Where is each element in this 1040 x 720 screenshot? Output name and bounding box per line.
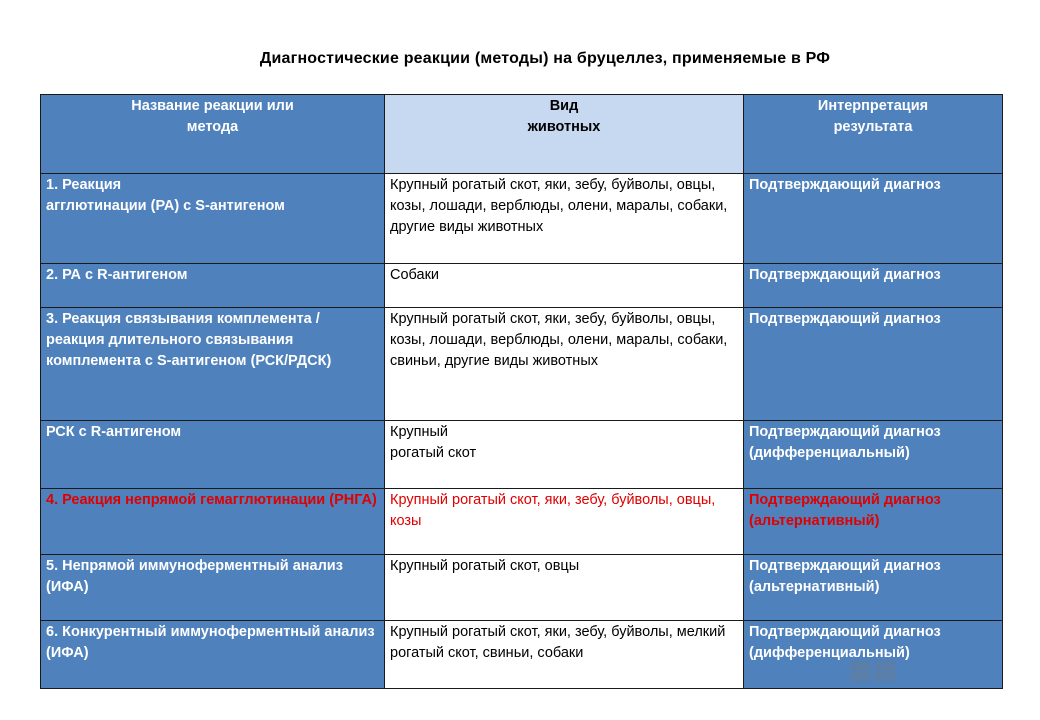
result-cell: Подтверждающий диагноз (альтернативный) [744,555,1003,621]
method-cell: 3. Реакция связывания комплемента / реакция длительного связывания комплемента с S-антигеном (РСК/РДСК) [41,308,385,421]
result-cell: Подтверждающий диагноз (альтернативный) [744,489,1003,555]
animals-cell: Крупный рогатый скот, яки, зебу, буйволы, овцы, козы, лошади, верблюды, олени, маралы, собаки, другие виды животных [385,174,744,264]
table-row [41,421,1003,489]
result-cell: Подтверждающий диагноз (дифференциальный) [744,621,1003,689]
table-row [41,308,1003,421]
header-method: Название реакции или метода [41,95,385,174]
method-cell: 2. РА с R-антигеном [41,264,385,308]
table-row [41,174,1003,264]
table-header-row [41,95,1003,174]
result-cell: Подтверждающий диагноз [744,174,1003,264]
result-cell: Подтверждающий диагноз [744,264,1003,308]
method-cell: РСК с R-антигеном [41,421,385,489]
method-cell: 5. Непрямой иммуноферментный анализ (ИФА) [41,555,385,621]
header-result: Интерпретация результата [744,95,1003,174]
animals-cell: Крупный рогатый скот, яки, зебу, буйволы, овцы, козы [385,489,744,555]
animals-cell: Крупный рогатый скот, овцы [385,555,744,621]
method-cell: 6. Конкурентный иммуноферментный анализ (ИФА) [41,621,385,689]
result-cell: Подтверждающий диагноз [744,308,1003,421]
animals-cell: Крупный рогатый скот, яки, зебу, буйволы, овцы, козы, лошади, верблюды, олени, маралы, собаки, свиньи, другие виды животных [385,308,744,421]
table-row [41,264,1003,308]
header-animals: Вид животных [385,95,744,174]
method-cell: 1. Реакция агглютинации (РА) с S-антигеном [41,174,385,264]
watermark-logo-icon: ▦▦ [848,654,898,684]
method-cell: 4. Реакция непрямой гемагглютинации (РНГА) [41,489,385,555]
animals-cell: Крупный рогатый скот [385,421,744,489]
brucellosis-methods-table [40,94,1003,689]
page-title: Диагностические реакции (методы) на бруцеллез, применяемые в РФ [259,50,831,67]
table-row [41,621,1003,689]
table-row-highlighted [41,489,1003,555]
animals-cell: Собаки [385,264,744,308]
table-row [41,555,1003,621]
result-cell: Подтверждающий диагноз (дифференциальный) [744,421,1003,489]
animals-cell: Крупный рогатый скот, яки, зебу, буйволы, мелкий рогатый скот, свиньи, собаки [385,621,744,689]
